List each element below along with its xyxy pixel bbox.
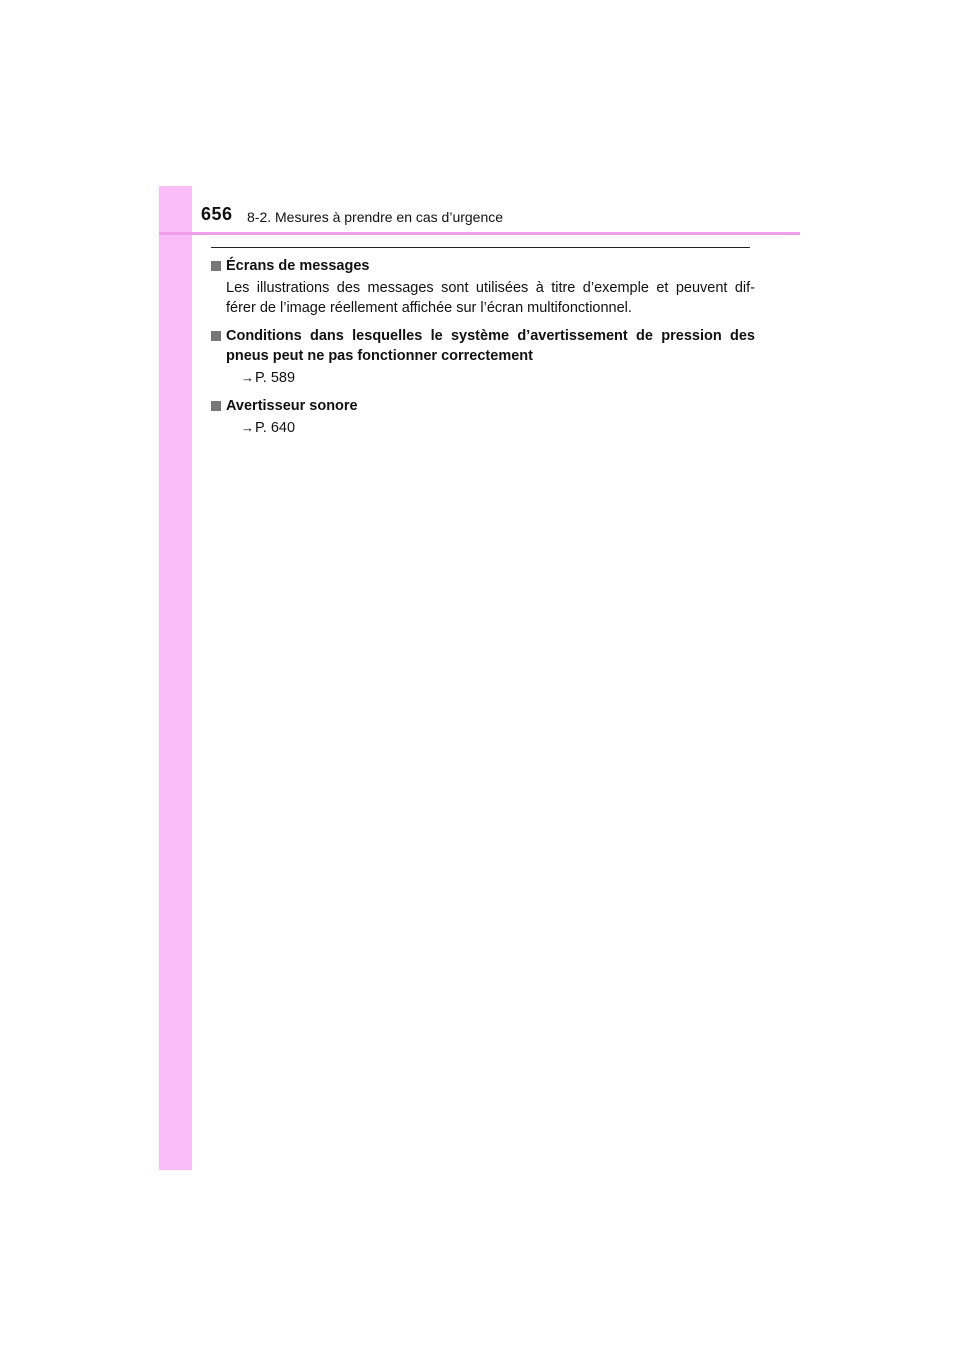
item-message-screens [210, 256, 755, 318]
page-reference[interactable] [210, 368, 755, 388]
item-buzzer [210, 396, 755, 438]
item-heading [210, 326, 755, 366]
item-tire-pressure-conditions [210, 326, 755, 388]
item-heading [210, 396, 755, 416]
item-heading [210, 256, 755, 276]
heading-text: Écrans de messages [226, 258, 370, 274]
body-line: férer de l’image réellement affichée sur l’écran multifonctionnel. [226, 300, 632, 316]
chapter-tab [159, 186, 192, 1170]
heading-text: Avertisseur sonore [226, 398, 358, 414]
page-number: 656 [201, 204, 233, 224]
content-divider [211, 247, 750, 248]
reference-text: P. 640 [255, 420, 296, 436]
body-line: Les illustrations des messages sont utilisées à titre d’exemple et peuvent dif- [226, 280, 755, 296]
heading-line: pneus peut ne pas fonctionner correctement [226, 348, 533, 364]
header-divider [159, 232, 800, 235]
arrow-right-icon: → [241, 370, 254, 385]
arrow-right-icon: → [241, 420, 254, 435]
square-bullet-icon [211, 261, 221, 271]
page-reference[interactable] [210, 418, 755, 438]
content [210, 256, 755, 446]
square-bullet-icon [211, 401, 221, 411]
section-title: 8-2. Mesures à prendre en cas d’urgence [247, 209, 504, 225]
item-body [210, 278, 755, 318]
square-bullet-icon [211, 331, 221, 341]
heading-line: Conditions dans lesquelles le système d’avertissement de pression des [226, 328, 755, 344]
reference-text: P. 589 [255, 370, 296, 386]
